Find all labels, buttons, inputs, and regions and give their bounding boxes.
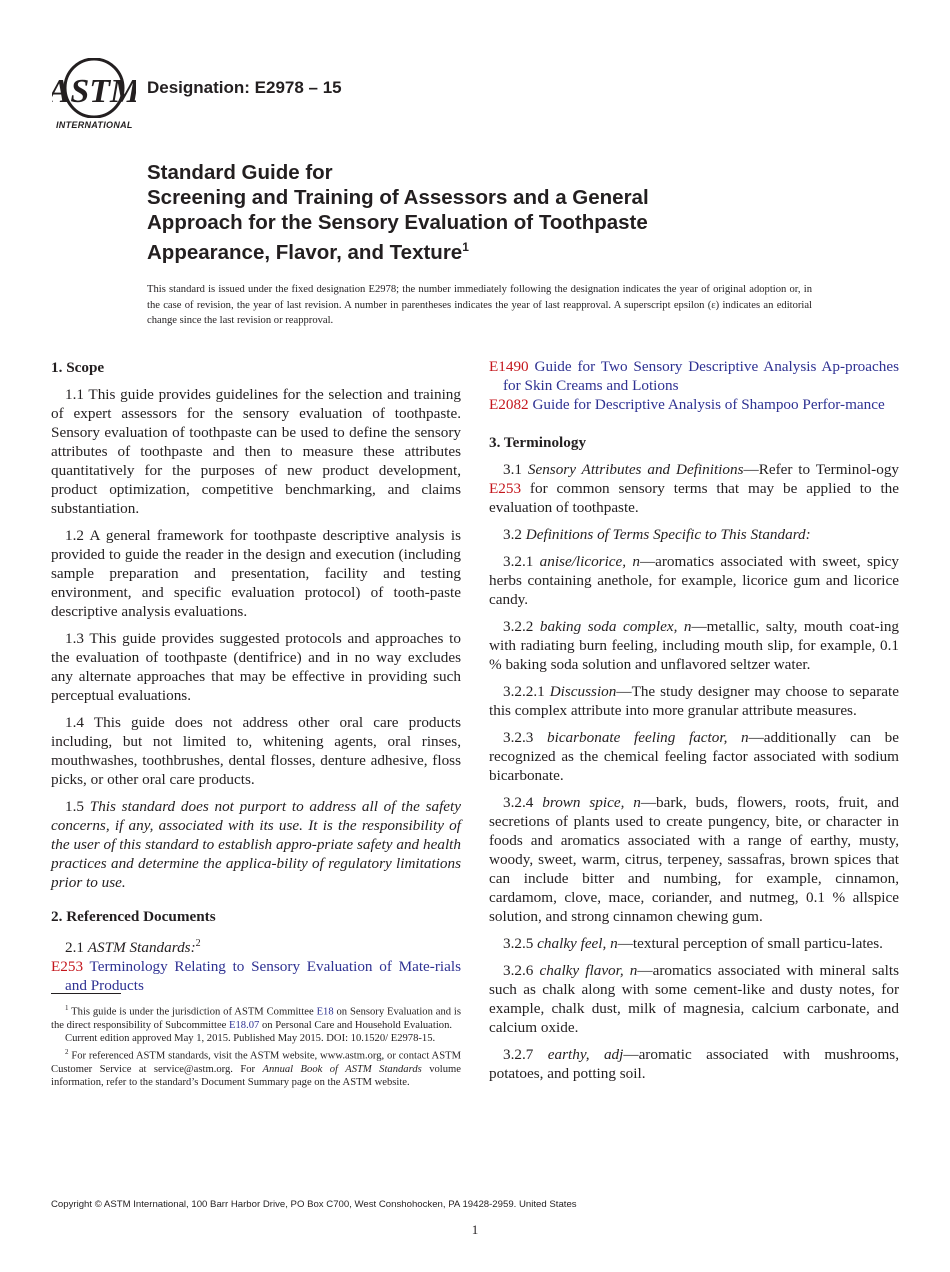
footnote-1-marker: 1 [65,1004,69,1012]
para-3-1-term: Sensory Attributes and Definitions [527,461,744,478]
para-3-2-6-text: —aromatics associated with mineral salts such as chalk along with some cement-like and dusty notes, for example, chalk dust, milk of magnesia, calcium carbonate, and calcium oxide. [489,962,899,1036]
para-1-5-num: 1.5 [65,798,90,815]
section-heading-terminology: 3. Terminology [489,434,587,451]
para-3-2-3-num: 3.2.3 [503,729,547,746]
para-3-2-4 [489,793,899,926]
reference-code[interactable]: E253 [51,958,84,976]
document-title [147,160,787,265]
para-3-2-num: 3.2 [503,526,526,543]
reference-code[interactable]: E1490 [489,358,529,375]
para-1-2: 1.2 A general framework for toothpaste descriptive analysis is provided to guide the reader in the design and execution (including sample preparation and presentation, facility and testing environment, and specific evaluation protocol) of tooth-paste descriptive analysis evaluations. [51,527,461,620]
footnote-1 [51,1002,461,1032]
para-3-1-text-b: for common sensory terms that may be applied to the evaluation of toothpaste. [489,480,899,516]
para-3-1-text-a: —Refer to Terminol-ogy [743,461,900,478]
para-3-2-1-num: 3.2.1 [503,553,540,570]
section-heading-referenced-documents: 2. Referenced Documents [51,908,216,925]
para-3-2-2 [489,617,899,674]
para-3-2-1 [489,552,899,609]
para-3-2-2-text: —metallic, salty, mouth coat-ing with radiating burn feeling, including mouth slip, for example, 0.1 % baking soda solution and unflavored seltzer water. [489,618,900,673]
footnote-2-text-a: For referenced ASTM standards, visit the ASTM website, www.astm.org, or contact ASTM Customer Service at service@astm.org. For [51,1050,461,1075]
footnote-2 [51,1046,461,1090]
designation: Designation: E2978 – 15 [147,78,342,97]
svg-text:ASTM: ASTM [52,73,136,110]
para-3-2-6-term: chalky flavor, n [539,962,638,979]
footnote-1-text-c: on Personal Care and Household Evaluation. [259,1019,453,1031]
para-3-2-5-term: chalky feel, n [537,935,618,952]
reference-e2082[interactable] [489,395,899,414]
footnote-2-italic: Annual Book of ASTM Standards [262,1063,422,1075]
para-3-2-1-text: —aromatics associated with sweet, spicy herbs containing anethole, for example, licorice gum and licorice candy. [489,553,899,608]
reference-title[interactable]: Guide for Two Sensory Descriptive Analysis Ap-proaches for Skin Creams and Lotions [503,358,899,394]
para-3-2-3-term: bicarbonate feeling factor, n [547,729,749,746]
reference-e253[interactable] [51,957,461,995]
title-line-2: Screening and Training of Assessors and a General [147,186,649,209]
section-heading-scope: 1. Scope [51,359,105,376]
para-3-2-5-num: 3.2.5 [503,935,538,952]
para-3-2-7-term: earthy, adj [547,1046,624,1063]
para-3-2-5 [489,934,899,953]
para-3-1-ref-e253[interactable]: E253 [489,480,522,497]
para-3-2 [489,525,899,544]
para-1-5-text: This standard does not purport to address all of the safety concerns, if any, associated with its use. It is the responsibility of the user of this standard to establish appro-priate safety and health practices and determine the applica-bility of regulatory limitations prior to use. [51,798,461,891]
para-3-2-6 [489,961,899,1037]
footnote-divider [51,993,121,994]
para-2-1-footnote-ref: 2 [195,938,201,949]
copyright-notice: Copyright © ASTM International, 100 Barr Harbor Drive, PO Box C700, West Conshohocken, PA 19428-2959. United States [51,1199,577,1210]
astm-logo [52,58,136,132]
footnote-1-link-e18-07[interactable]: E18.07 [229,1019,260,1031]
para-2-1 [51,934,461,957]
right-column [489,357,899,1091]
title-line-1: Standard Guide for [147,161,333,184]
para-3-2-7-text: —aromatic associated with mushrooms, potatoes, and potting soil. [489,1046,900,1082]
para-1-5 [51,797,461,892]
footnote-2-marker: 2 [65,1047,69,1056]
footnote-2-text-b: volume information, refer to the standard’s Document Summary page on the ASTM website. [51,1063,461,1089]
para-2-1-num: 2.1 [65,939,88,957]
para-3-2-2-1-num: 3.2.2.1 [503,683,550,700]
issuance-note: This standard is issued under the fixed designation E2978; the number immediately following the designation indicates the year of original adoption or, in the case of revision, the year of last revision. A number in parentheses indicates the year of last reapproval. A superscript epsilon (ε) indicates an editorial change since the last revision or reapproval. [147,284,812,326]
para-3-2-term: Definitions of Terms Specific to This Standard: [525,526,811,543]
para-1-3: 1.3 This guide provides suggested protocols and approaches to the evaluation of toothpaste (dentifrice) and in no way excludes any alternate approaches that may be effective in providing such perceptual evaluations. [51,630,461,704]
reference-title[interactable]: Terminology Relating to Sensory Evaluation of Mate-rials and Products [65,958,461,995]
reference-code[interactable]: E2082 [489,396,529,413]
para-1-4: 1.4 This guide does not address other oral care products including, but not limited to, whitening agents, oral rinses, mouthwashes, toothbrushes, dental flosses, denture adhesive, floss picks, or other oral care products. [51,714,461,788]
para-3-2-4-num: 3.2.4 [503,794,543,811]
para-3-2-4-term: brown spice, n [542,794,641,811]
para-3-2-7-num: 3.2.7 [503,1046,548,1063]
footnote-1-edition: Current edition approved May 1, 2015. Published May 2015. DOI: 10.1520/ E2978-15. [65,1033,436,1045]
title-line-3: Approach for the Sensory Evaluation of Toothpaste [147,211,648,234]
para-3-2-3 [489,728,899,785]
para-3-2-6-num: 3.2.6 [503,962,540,979]
footnote-1-text-a: This guide is under the jurisdiction of ASTM Committee [68,1006,317,1018]
para-3-2-2-num: 3.2.2 [503,618,540,635]
title-line-4 [147,235,787,265]
left-column [51,357,461,995]
para-3-2-2-term: baking soda complex, n [539,618,692,635]
logo-text: INTERNATIONAL [56,120,133,130]
para-3-2-7 [489,1045,899,1083]
reference-title[interactable]: Guide for Descriptive Analysis of Shampoo Perfor-mance [532,396,885,413]
footnote-1-text-b: on Sensory Evaluation and is the direct responsibility of Subcommittee [51,1006,461,1031]
para-2-1-label: ASTM Standards: [87,939,196,957]
para-3-2-1-term: anise/licorice, n [539,553,640,570]
para-3-2-3-text: —additionally can be recognized as the chemical feeling factor associated with sodium bicarbonate. [489,729,899,784]
page-number: 1 [471,1222,479,1237]
para-3-1-num: 3.1 [503,461,528,478]
reference-e1490[interactable] [489,357,899,395]
para-3-2-2-1-text: —The study designer may choose to separate this complex attribute into more granular attribute measures. [489,683,900,719]
para-1-1: 1.1 This guide provides guidelines for the selection and training of expert assessors for the sensory evaluation of toothpaste. Sensory evaluation of toothpaste can be used to define the sensory attributes of toothpaste and then to measure these attributes quantitatively for the purposes of new product development, product optimization, competitive benchmarking, and claims substantiation. [51,386,461,517]
footnote-1-link-e18[interactable]: E18 [316,1006,334,1018]
para-3-2-4-text: —bark, buds, flowers, roots, fruit, and secretions of plants used to create pungency, bite, or character in foods and aromatics associated with a range of earthy, musty, woody, sweet, warm, citrus, terpeney, sassafras, brown spices that can include bitter and numbing, for example, cinnamon, cardamom, clove, mace, coriander, and nutmeg, 0.1 % allspice solution, and strong cinnamon chewing gum. [489,794,900,925]
para-3-2-2-1-term: Discussion [549,683,617,700]
para-3-2-2-1 [489,682,899,720]
title-footnote-ref: 1 [462,240,469,254]
footnotes [51,1002,461,1090]
para-3-2-5-text: —textural perception of small particu-lates. [617,935,883,952]
para-3-1 [489,460,899,517]
title-line-4-text: Appearance, Flavor, and Texture [147,240,463,264]
